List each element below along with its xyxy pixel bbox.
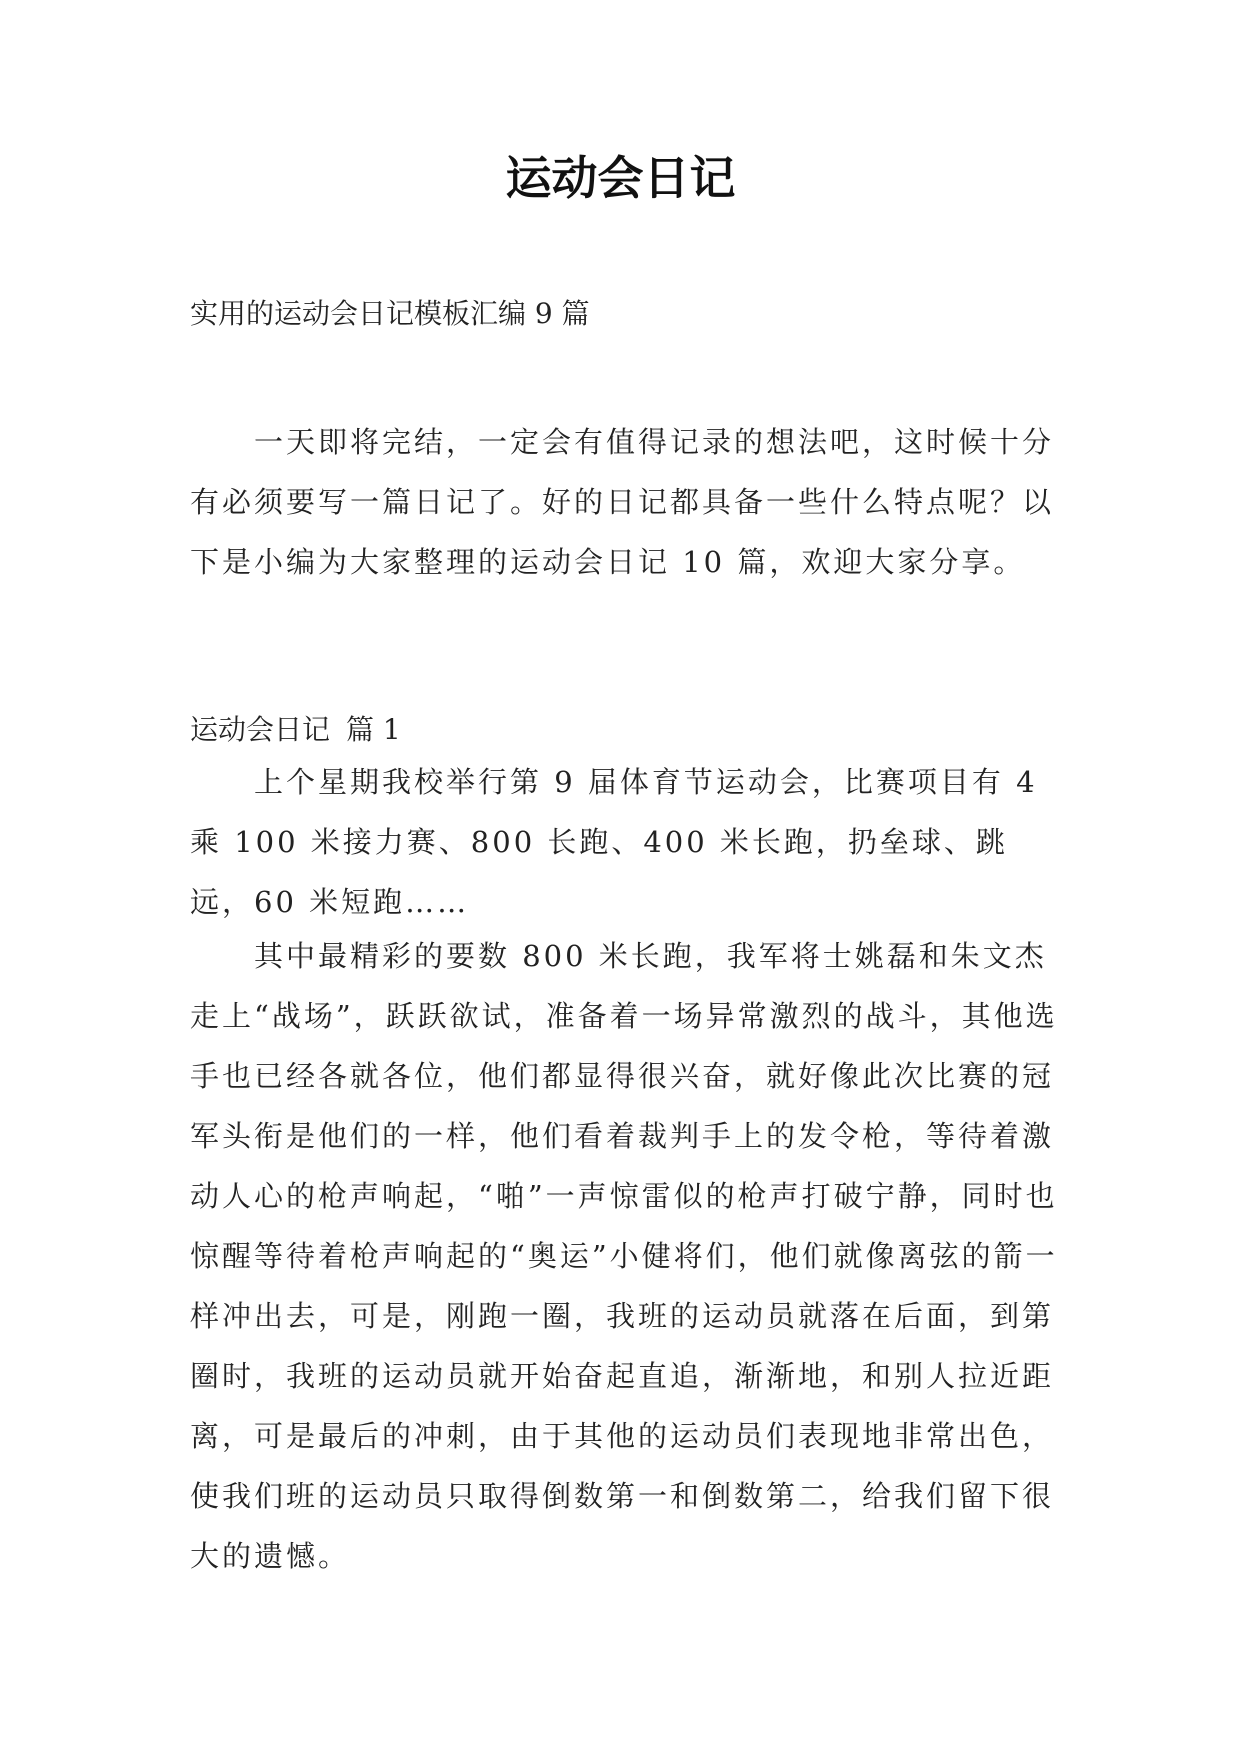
document-title: 运动会日记 bbox=[505, 151, 736, 205]
document-subtitle: 实用的运动会日记模板汇编 9 篇 bbox=[190, 297, 590, 330]
body-paragraph-1: 上个星期我校举行第 9 届体育节运动会，比赛项目有 4 乘 100 米接力赛、800 长跑、400 米长跑，扔垒球、跳远，60 米短跑…… bbox=[190, 765, 1038, 919]
body-paragraph-2: 其中最精彩的要数 800 米长跑，我军将士姚磊和朱文杰走上“战场”，跃跃欲试，准备着一场异常激烈的战斗，其他选手也已经各就各位，他们都显得很兴奋，就好像此次比赛的冠军头衔是他们的一样，他们看着裁判手上的发令枪，等待着激动人心的枪声响起，“啪”一声惊雷似的枪声打破宁静，同时也惊醒等待着枪声响起的“奥运”小健将们，他们就像离弦的箭一样冲出去，可是，刚跑一圈，我班的运动员就落在后面，到第圈时，我班的运动员就开始奋起直追，渐渐地，和别人拉近距离，可是最后的冲刺，由于其他的运动员们表现地非常出色，使我们班的运动员只取得倒数第一和倒数第二，给我们留下很大的遗憾。 bbox=[190, 939, 1058, 1573]
intro-paragraph: 一天即将完结，一定会有值得记录的想法吧，这时候十分有必须要写一篇日记了。好的日记都具备一些什么特点呢？以下是小编为大家整理的运动会日记 10 篇，欢迎大家分享。 bbox=[190, 425, 1055, 579]
section-name: 运动会日记 bbox=[190, 713, 331, 746]
section-heading bbox=[190, 710, 417, 750]
section-label: 篇 1 bbox=[346, 713, 401, 746]
